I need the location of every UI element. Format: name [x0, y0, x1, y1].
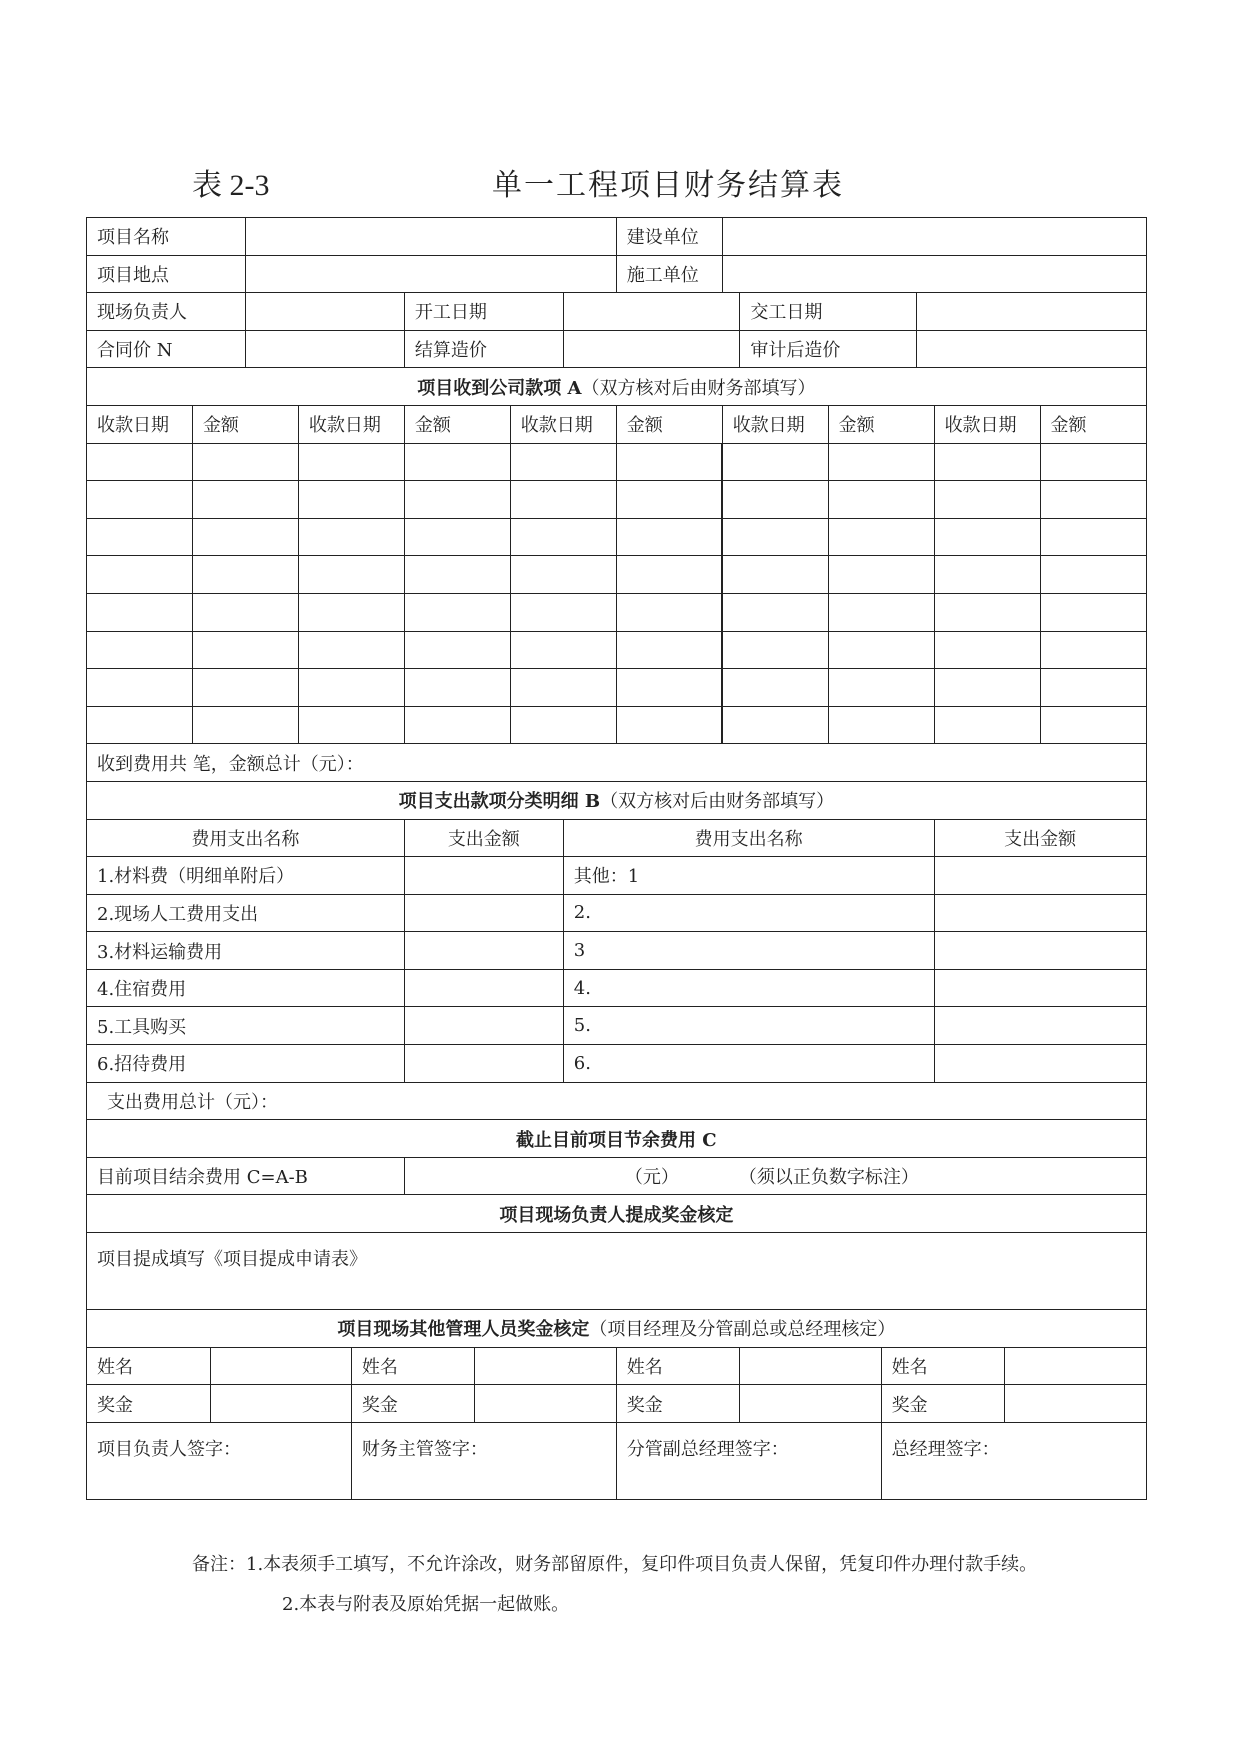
expenses-total: 支出费用总计（元）： — [87, 1082, 1147, 1120]
col-amount: 金额 — [1040, 405, 1146, 443]
gm-signature[interactable]: 总经理签字： — [881, 1422, 1146, 1499]
receipt-amount-cell[interactable] — [192, 593, 298, 631]
staff-name-field[interactable] — [740, 1347, 881, 1385]
receipt-row — [87, 556, 1147, 594]
receipt-amount-cell[interactable] — [828, 593, 934, 631]
location-field[interactable] — [245, 255, 616, 293]
info-row — [87, 255, 1147, 293]
receipt-date-cell[interactable] — [510, 518, 616, 556]
table-number: 表 2-3 — [192, 169, 270, 202]
col-amount: 金额 — [616, 405, 722, 443]
col-receipt-date: 收款日期 — [87, 405, 193, 443]
receipt-date-cell[interactable] — [934, 669, 1040, 707]
receipt-date-cell[interactable] — [510, 631, 616, 669]
col-amount: 金额 — [192, 405, 298, 443]
receipt-amount-cell[interactable] — [192, 631, 298, 669]
expense-row — [87, 857, 1147, 895]
expense-name: 4.住宿费用 — [87, 969, 405, 1007]
staff-name-field[interactable] — [475, 1347, 616, 1385]
receipt-amount-cell[interactable] — [616, 556, 722, 594]
receipt-amount-cell[interactable] — [404, 669, 510, 707]
receipt-amount-cell[interactable] — [404, 556, 510, 594]
receipt-amount-cell[interactable] — [616, 593, 722, 631]
staff-title: 项目现场其他管理人员奖金核定（项目经理及分管副总或总经理核定） — [87, 1310, 1147, 1348]
contractor-field[interactable] — [722, 255, 1146, 293]
receipt-amount-cell[interactable] — [828, 631, 934, 669]
receipt-amount-cell[interactable] — [616, 706, 722, 744]
receipt-amount-cell[interactable] — [192, 481, 298, 519]
receipt-date-cell[interactable] — [934, 443, 1040, 481]
receipt-rows — [87, 443, 1147, 744]
receipt-date-cell[interactable] — [934, 631, 1040, 669]
project-name-field[interactable] — [245, 218, 616, 256]
expense-amount-field[interactable] — [404, 1007, 563, 1045]
info-row — [87, 293, 1147, 331]
note-line-1: 备注：1.本表须手工填写，不允许涂改，财务部留原件，复印件项目负责人保留，凭复印件办理付款手续。 — [192, 1554, 1038, 1575]
staff-bonus-label: 奖金 — [351, 1385, 475, 1423]
location-label: 项目地点 — [87, 255, 246, 293]
contract-price-label: 合同价 N — [87, 330, 246, 368]
receipt-amount-cell[interactable] — [828, 556, 934, 594]
receipts-header-row — [87, 405, 1147, 443]
receipt-date-cell[interactable] — [722, 631, 828, 669]
receipt-amount-cell[interactable] — [1040, 593, 1146, 631]
receipt-amount-cell[interactable] — [1040, 556, 1146, 594]
staff-bonus-row — [87, 1385, 1147, 1423]
receipt-row — [87, 481, 1147, 519]
receipt-amount-cell[interactable] — [1040, 518, 1146, 556]
receipt-row — [87, 706, 1147, 744]
expense-amount-field[interactable] — [934, 932, 1146, 970]
col-expense-amount: 支出金额 — [934, 819, 1146, 857]
receipt-date-cell[interactable] — [87, 518, 193, 556]
receipt-date-cell[interactable] — [510, 706, 616, 744]
receipt-amount-cell[interactable] — [616, 669, 722, 707]
receipt-date-cell[interactable] — [298, 706, 404, 744]
balance-title: 截止目前项目节余费用 C — [87, 1120, 1147, 1158]
col-receipt-date: 收款日期 — [934, 405, 1040, 443]
expense-amount-field[interactable] — [404, 1045, 563, 1083]
receipt-amount-cell[interactable] — [404, 593, 510, 631]
expense-name: 5.工具购买 — [87, 1007, 405, 1045]
receipt-amount-cell[interactable] — [828, 481, 934, 519]
settlement-table — [86, 217, 1147, 1500]
expenses-title: 项目支出款项分类明细 B（双方核对后由财务部填写） — [87, 781, 1147, 819]
receipt-row — [87, 593, 1147, 631]
receipt-date-cell[interactable] — [510, 669, 616, 707]
staff-bonus-label: 奖金 — [881, 1385, 1005, 1423]
receipt-date-cell[interactable] — [87, 669, 193, 707]
expense-row — [87, 932, 1147, 970]
receipt-date-cell[interactable] — [934, 593, 1040, 631]
receipt-amount-cell[interactable] — [192, 706, 298, 744]
receipt-amount-cell[interactable] — [1040, 706, 1146, 744]
expense-name: 2. — [563, 894, 934, 932]
signature-row — [87, 1422, 1147, 1499]
contractor-label: 施工单位 — [616, 255, 722, 293]
receipt-date-cell[interactable] — [722, 443, 828, 481]
bonus-fill[interactable]: 项目提成填写《项目提成申请表》 — [87, 1233, 1147, 1310]
receipt-date-cell[interactable] — [87, 706, 193, 744]
receipt-row — [87, 443, 1147, 481]
receipt-amount-cell[interactable] — [616, 631, 722, 669]
receipt-date-cell[interactable] — [722, 481, 828, 519]
col-expense-name: 费用支出名称 — [563, 819, 934, 857]
receipt-date-cell[interactable] — [87, 593, 193, 631]
receipt-date-cell[interactable] — [298, 481, 404, 519]
expense-amount-field[interactable] — [934, 1007, 1146, 1045]
receipt-date-cell[interactable] — [510, 593, 616, 631]
receipt-amount-cell[interactable] — [1040, 631, 1146, 669]
expense-name: 1.材料费（明细单附后） — [87, 857, 405, 895]
receipt-date-cell[interactable] — [722, 593, 828, 631]
audited-cost-label: 审计后造价 — [740, 330, 917, 368]
bonus-title: 项目现场负责人提成奖金核定 — [87, 1195, 1147, 1233]
balance-row — [87, 1157, 1147, 1195]
col-receipt-date: 收款日期 — [510, 405, 616, 443]
receipt-amount-cell[interactable] — [192, 669, 298, 707]
receipt-amount-cell[interactable] — [616, 481, 722, 519]
section-header — [87, 1120, 1147, 1158]
receipt-amount-cell[interactable] — [828, 706, 934, 744]
expense-amount-field[interactable] — [934, 1045, 1146, 1083]
expense-amount-field[interactable] — [934, 969, 1146, 1007]
expense-amount-field[interactable] — [404, 969, 563, 1007]
receipt-date-cell[interactable] — [510, 481, 616, 519]
form-title: 单一工程项目财务结算表 — [492, 168, 844, 203]
col-expense-name: 费用支出名称 — [87, 819, 405, 857]
col-receipt-date: 收款日期 — [722, 405, 828, 443]
builder-field[interactable] — [722, 218, 1146, 256]
staff-name-row — [87, 1347, 1147, 1385]
bonus-fill-row — [87, 1233, 1147, 1310]
contract-price-field[interactable] — [245, 330, 404, 368]
staff-bonus-field[interactable] — [1005, 1385, 1147, 1423]
expense-amount-field[interactable] — [404, 857, 563, 895]
expense-row — [87, 894, 1147, 932]
balance-label: 目前项目结余费用 C=A-B — [87, 1157, 405, 1195]
receipt-date-cell[interactable] — [298, 518, 404, 556]
expense-row — [87, 969, 1147, 1007]
receipt-amount-cell[interactable] — [404, 443, 510, 481]
staff-name-field[interactable] — [210, 1347, 351, 1385]
expenses-total-row — [87, 1082, 1147, 1120]
staff-bonus-field[interactable] — [475, 1385, 616, 1423]
receipts-summary-row — [87, 744, 1147, 782]
expense-name: 其他：1 — [563, 857, 934, 895]
receipt-date-cell[interactable] — [934, 481, 1040, 519]
col-amount: 金额 — [404, 405, 510, 443]
receipt-amount-cell[interactable] — [828, 669, 934, 707]
note-line-2: 2.本表与附表及原始凭据一起做账。 — [282, 1594, 570, 1615]
receipt-date-cell[interactable] — [298, 556, 404, 594]
expense-name: 3 — [563, 932, 934, 970]
receipt-amount-cell[interactable] — [1040, 481, 1146, 519]
expense-name: 6. — [563, 1045, 934, 1083]
vice-gm-signature[interactable]: 分管副总经理签字： — [616, 1422, 881, 1499]
info-row — [87, 218, 1147, 256]
start-date-label: 开工日期 — [404, 293, 563, 331]
header — [0, 160, 1241, 210]
receipt-date-cell[interactable] — [298, 669, 404, 707]
receipt-amount-cell[interactable] — [828, 443, 934, 481]
expense-row — [87, 1045, 1147, 1083]
expense-amount-field[interactable] — [404, 932, 563, 970]
receipt-amount-cell[interactable] — [404, 631, 510, 669]
staff-name-label: 姓名 — [351, 1347, 475, 1385]
handover-date-label: 交工日期 — [740, 293, 917, 331]
staff-bonus-field[interactable] — [740, 1385, 881, 1423]
staff-name-label: 姓名 — [87, 1347, 211, 1385]
balance-unit: （元） — [624, 1167, 679, 1189]
receipt-date-cell[interactable] — [87, 631, 193, 669]
start-date-field[interactable] — [563, 293, 740, 331]
section-header — [87, 368, 1147, 406]
receipt-date-cell[interactable] — [722, 556, 828, 594]
receipt-date-cell[interactable] — [934, 706, 1040, 744]
receipt-row — [87, 631, 1147, 669]
staff-bonus-label: 奖金 — [616, 1385, 740, 1423]
settle-cost-label: 结算造价 — [404, 330, 563, 368]
receipt-amount-cell[interactable] — [404, 706, 510, 744]
staff-bonus-field[interactable] — [210, 1385, 351, 1423]
receipt-amount-cell[interactable] — [192, 556, 298, 594]
receipt-amount-cell[interactable] — [404, 481, 510, 519]
section-header — [87, 781, 1147, 819]
project-lead-signature[interactable]: 项目负责人签字： — [87, 1422, 352, 1499]
receipt-amount-cell[interactable] — [616, 518, 722, 556]
receipt-date-cell[interactable] — [722, 518, 828, 556]
staff-name-label: 姓名 — [616, 1347, 740, 1385]
expense-amount-field[interactable] — [934, 857, 1146, 895]
receipt-date-cell[interactable] — [722, 706, 828, 744]
section-header — [87, 1195, 1147, 1233]
receipt-amount-cell[interactable] — [616, 443, 722, 481]
receipt-date-cell[interactable] — [87, 443, 193, 481]
expense-name: 3.材料运输费用 — [87, 932, 405, 970]
settle-cost-field[interactable] — [563, 330, 740, 368]
info-row — [87, 330, 1147, 368]
receipt-row — [87, 669, 1147, 707]
section-header — [87, 1310, 1147, 1348]
expense-name: 6.招待费用 — [87, 1045, 405, 1083]
site-manager-field[interactable] — [245, 293, 404, 331]
receipts-title: 项目收到公司款项 A（双方核对后由财务部填写） — [87, 368, 1147, 406]
receipt-date-cell[interactable] — [934, 556, 1040, 594]
expense-name: 2.现场人工费用支出 — [87, 894, 405, 932]
receipt-date-cell[interactable] — [722, 669, 828, 707]
staff-name-label: 姓名 — [881, 1347, 1005, 1385]
col-receipt-date: 收款日期 — [298, 405, 404, 443]
staff-name-field[interactable] — [1005, 1347, 1147, 1385]
balance-field[interactable] — [404, 1157, 1146, 1195]
col-expense-amount: 支出金额 — [404, 819, 563, 857]
receipt-date-cell[interactable] — [298, 593, 404, 631]
receipt-date-cell[interactable] — [87, 481, 193, 519]
notes — [192, 1545, 1037, 1625]
receipt-row — [87, 518, 1147, 556]
expense-amount-field[interactable] — [404, 894, 563, 932]
expense-rows — [87, 857, 1147, 1083]
receipt-amount-cell[interactable] — [192, 443, 298, 481]
project-name-label: 项目名称 — [87, 218, 246, 256]
col-amount: 金额 — [828, 405, 934, 443]
receipt-date-cell[interactable] — [510, 556, 616, 594]
receipt-date-cell[interactable] — [934, 518, 1040, 556]
receipt-amount-cell[interactable] — [828, 518, 934, 556]
expense-name: 4. — [563, 969, 934, 1007]
receipt-amount-cell[interactable] — [192, 518, 298, 556]
staff-bonus-label: 奖金 — [87, 1385, 211, 1423]
builder-label: 建设单位 — [616, 218, 722, 256]
receipt-amount-cell[interactable] — [1040, 669, 1146, 707]
site-manager-label: 现场负责人 — [87, 293, 246, 331]
receipt-date-cell[interactable] — [510, 443, 616, 481]
expense-amount-field[interactable] — [934, 894, 1146, 932]
expense-row — [87, 1007, 1147, 1045]
audited-cost-field[interactable] — [916, 330, 1146, 368]
receipt-amount-cell[interactable] — [1040, 443, 1146, 481]
handover-date-field[interactable] — [916, 293, 1146, 331]
balance-note: （须以正负数字标注） — [738, 1167, 919, 1189]
receipt-amount-cell[interactable] — [404, 518, 510, 556]
receipt-date-cell[interactable] — [298, 631, 404, 669]
expenses-header-row — [87, 819, 1147, 857]
receipt-date-cell[interactable] — [87, 556, 193, 594]
receipts-summary: 收到费用共 笔，金额总计（元）： — [87, 744, 1147, 782]
finance-signature[interactable]: 财务主管签字： — [351, 1422, 616, 1499]
receipt-date-cell[interactable] — [298, 443, 404, 481]
expense-name: 5. — [563, 1007, 934, 1045]
